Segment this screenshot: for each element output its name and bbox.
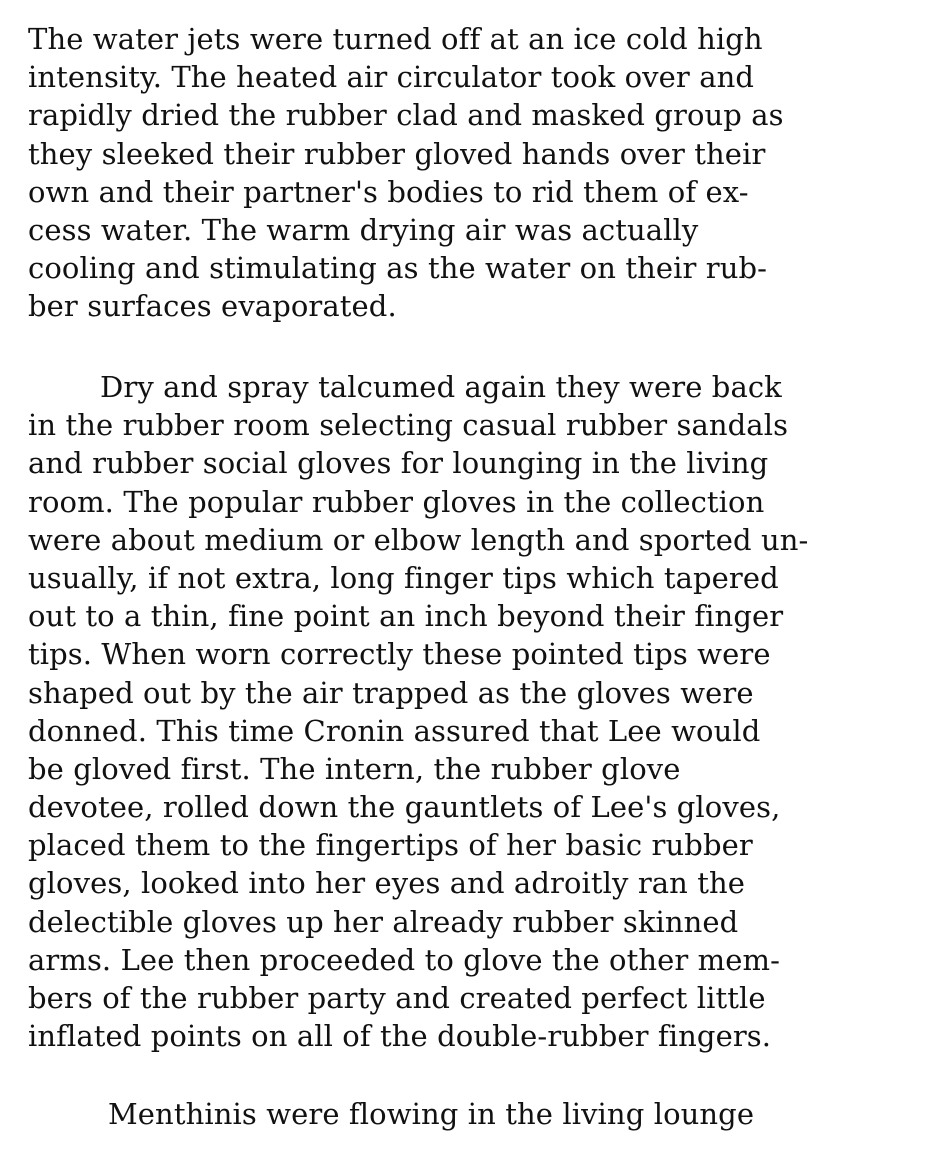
paragraph-3 <box>28 1095 918 1133</box>
text-line: arms. Lee then proceeded to glove the other mem- <box>28 942 781 977</box>
paragraph-1 <box>28 20 918 326</box>
text-line: ber surfaces evaporated. <box>28 289 397 324</box>
text-line: and rubber social gloves for lounging in the living <box>28 446 769 481</box>
text-line: donned. This time Cronin assured that Lee would <box>28 713 761 748</box>
text-line: intensity. The heated air circulator took over and <box>28 60 755 95</box>
text-line: placed them to the fingertips of her basic rubber <box>28 828 753 863</box>
text-line: room. The popular rubber gloves in the collection <box>28 484 765 519</box>
text-line: shaped out by the air trapped as the gloves were <box>28 675 754 710</box>
text-line: devotee, rolled down the gauntlets of Lee's gloves, <box>28 790 781 825</box>
text-line: out to a thin, fine point an inch beyond their finger <box>28 599 784 634</box>
text-line: cess water. The warm drying air was actually <box>28 212 699 247</box>
text-line-indented: Dry and spray talcumed again they were back <box>100 370 782 404</box>
paragraph-2 <box>28 368 918 1055</box>
text-line: tips. When worn correctly these pointed tips were <box>28 637 771 672</box>
text-line: were about medium or elbow length and sported un- <box>28 522 809 557</box>
text-line: inflated points on all of the double-rubber fingers. <box>28 1019 772 1054</box>
text-line: usually, if not extra, long finger tips which tapered <box>28 560 779 595</box>
text-line: delectible gloves up her already rubber skinned <box>28 904 739 939</box>
text-line: bers of the rubber party and created perfect little <box>28 981 766 1015</box>
text-line: in the rubber room selecting casual rubber sandals <box>28 408 789 443</box>
text-line: rapidly dried the rubber clad and masked group as <box>28 98 784 133</box>
text-line-indented: Menthinis were flowing in the living lounge <box>108 1097 755 1131</box>
text-line: they sleeked their rubber gloved hands over their <box>28 136 766 171</box>
text-line: The water jets were turned off at an ice cold high <box>28 22 763 56</box>
text-line: own and their partner's bodies to rid them of ex- <box>28 174 749 209</box>
text-line: be gloved first. The intern, the rubber glove <box>28 751 681 786</box>
text-line: gloves, looked into her eyes and adroitly ran the <box>28 866 746 901</box>
text-line: cooling and stimulating as the water on their rub- <box>28 251 768 286</box>
